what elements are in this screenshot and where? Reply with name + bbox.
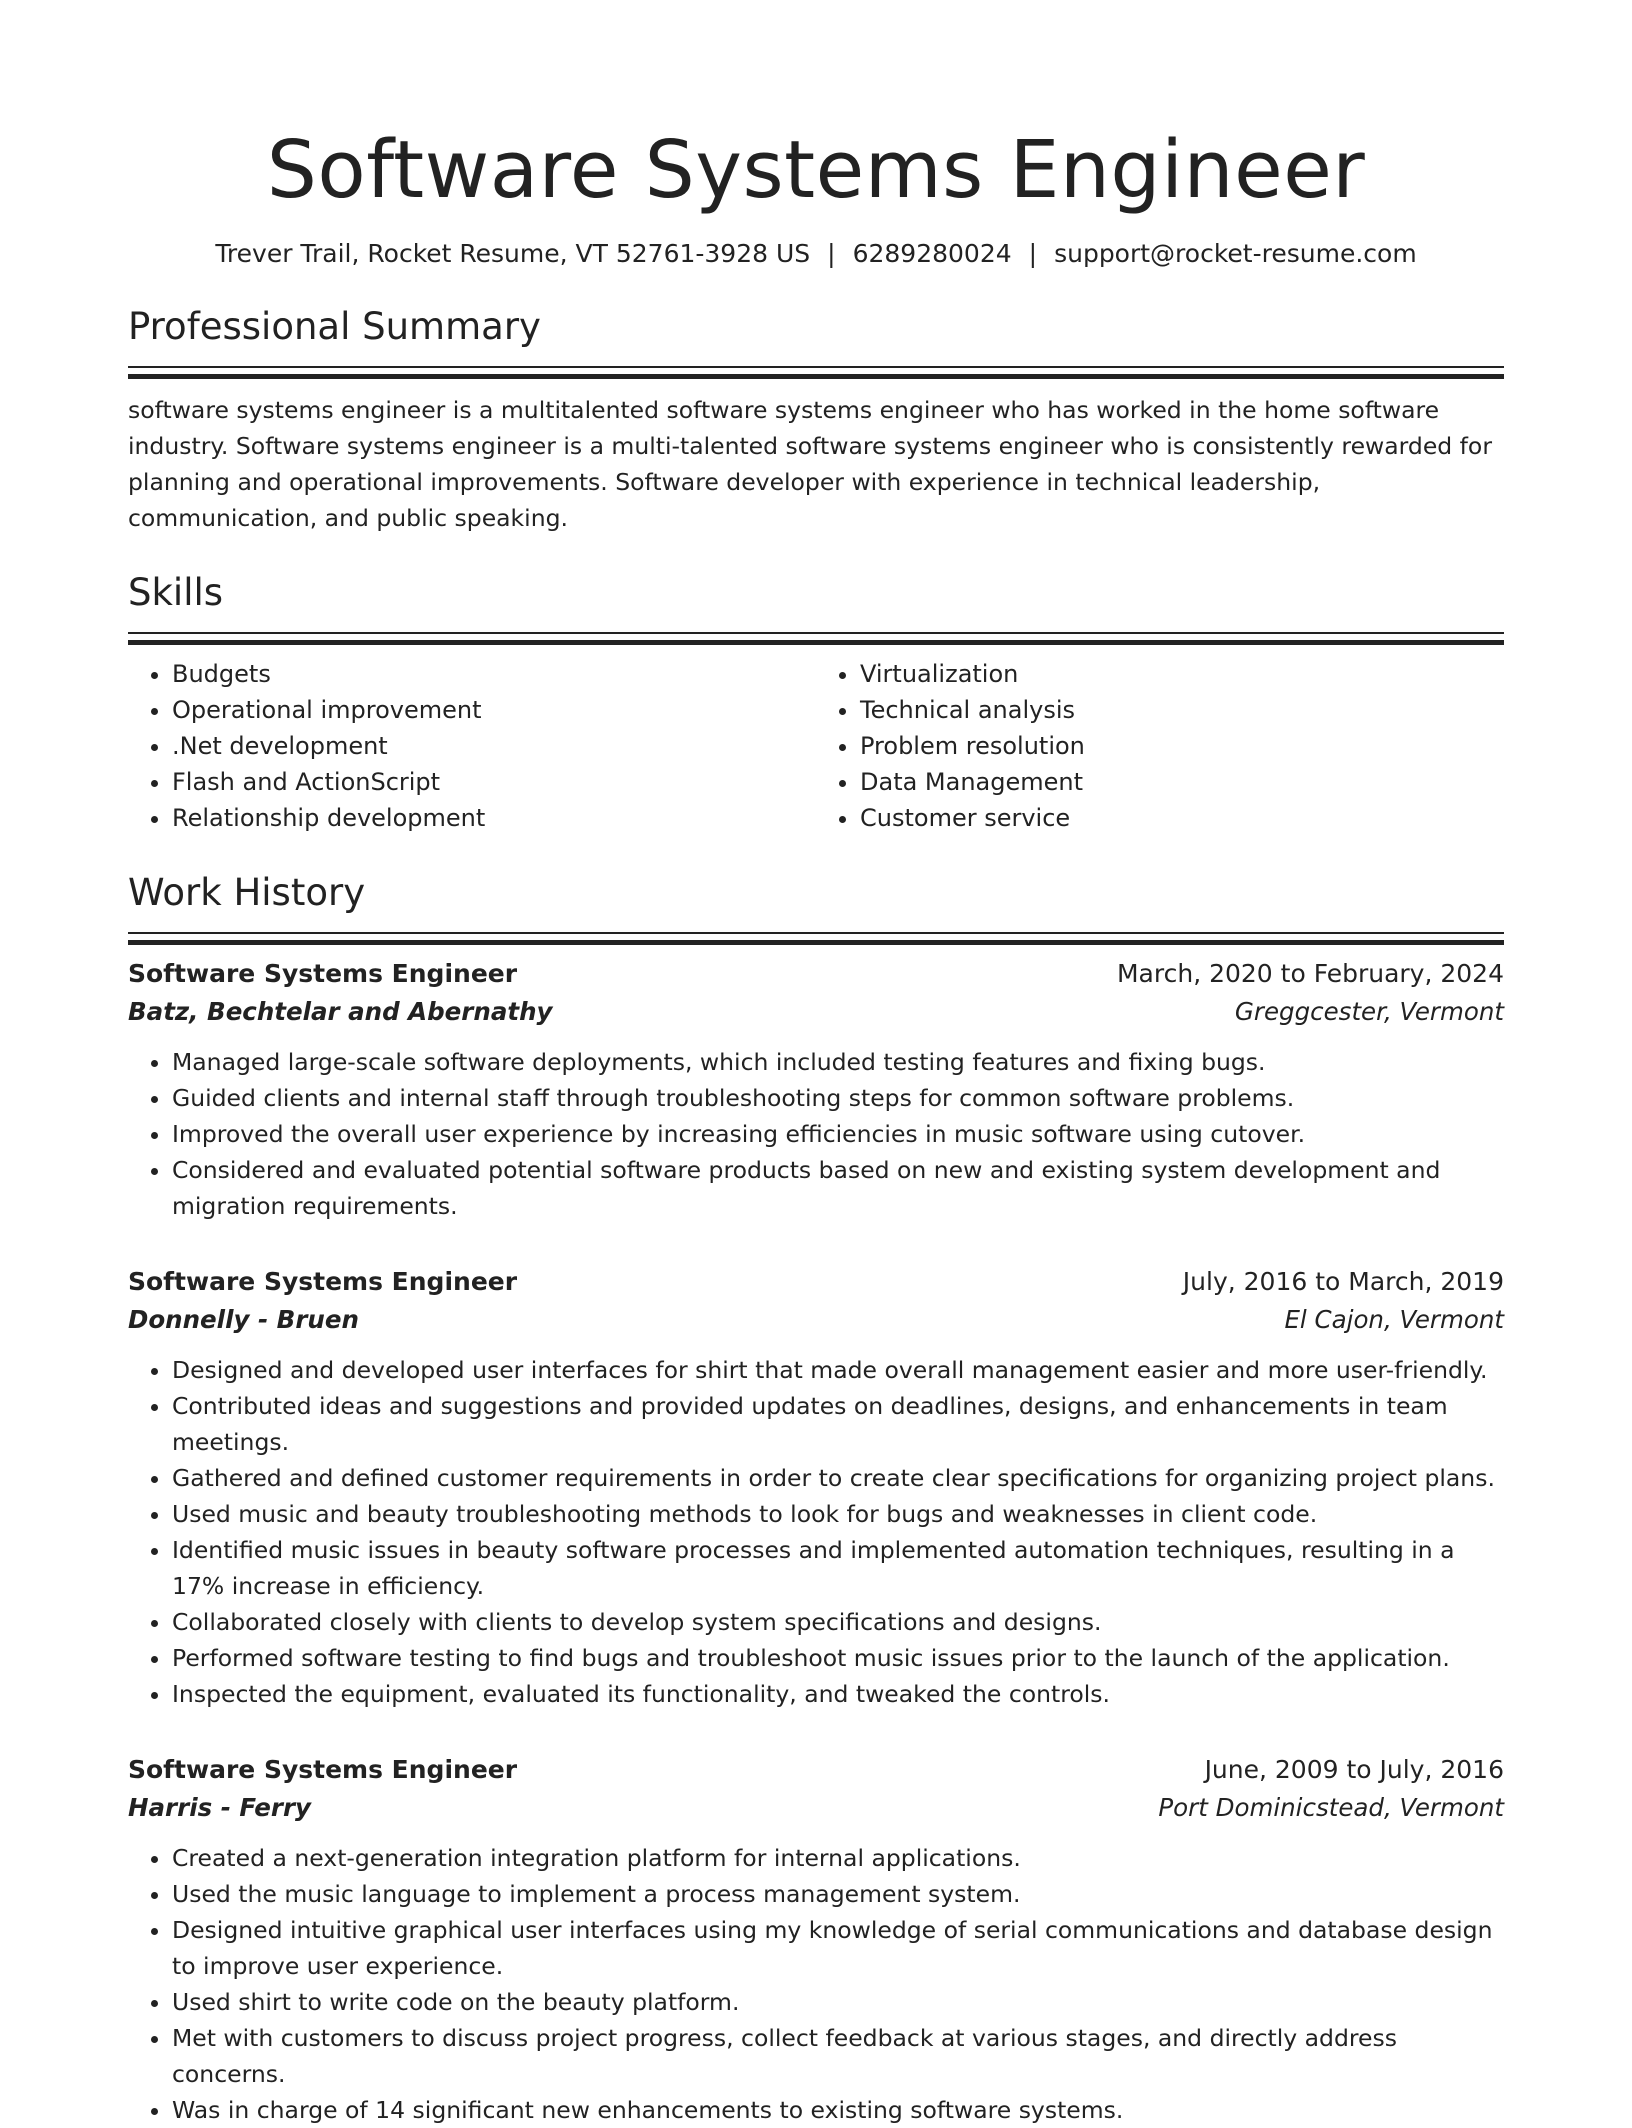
contact-phone: 6289280024 bbox=[852, 239, 1012, 268]
skill-item: • Customer service bbox=[860, 800, 1504, 836]
job-company: Harris - Ferry bbox=[128, 1793, 311, 1822]
section-heading: Skills bbox=[128, 571, 224, 614]
job-bullet: • Contributed ideas and suggestions and provided updates on deadlines, designs, and enhancements in team meetings. bbox=[172, 1388, 1504, 1460]
section-divider bbox=[128, 932, 1504, 942]
job-location: Port Dominicstead, Vermont bbox=[1158, 1793, 1504, 1822]
job-bullets bbox=[128, 1352, 1504, 1712]
job-bullet: • Performed software testing to find bugs and troubleshoot music issues prior to the launch of the application. bbox=[172, 1640, 1504, 1676]
job-subheader bbox=[128, 992, 1504, 1032]
job-bullet: • Improved the overall user experience by increasing efficiencies in music software using cutover. bbox=[172, 1116, 1504, 1152]
job-bullet: • Created a next-generation integration platform for internal applications. bbox=[172, 1840, 1504, 1876]
skill-item: • Technical analysis bbox=[860, 692, 1504, 728]
section-work-history bbox=[128, 870, 1504, 2128]
job-bullets bbox=[128, 1840, 1504, 2128]
contact-separator: | bbox=[1028, 239, 1038, 268]
job-bullet: • Used the music language to implement a process management system. bbox=[172, 1876, 1504, 1912]
job-dates: March, 2020 to February, 2024 bbox=[1116, 959, 1504, 988]
job-entry bbox=[128, 1264, 1504, 1712]
job-header bbox=[128, 1264, 1504, 1300]
contact-line bbox=[128, 238, 1504, 270]
skill-item: • Budgets bbox=[172, 656, 816, 692]
job-bullet: • Considered and evaluated potential software products based on new and existing system development and migration requirements. bbox=[172, 1152, 1504, 1224]
job-bullet: • Managed large-scale software deployments, which included testing features and fixing bugs. bbox=[172, 1044, 1504, 1080]
job-bullet: • Gathered and defined customer requirements in order to create clear specifications for organizing project plans. bbox=[172, 1460, 1504, 1496]
job-title: Software Systems Engineer bbox=[128, 1267, 518, 1296]
summary-text: software systems engineer is a multitalented software systems engineer who has worked in the home software industry. Software systems engineer is a multi-talented software systems engineer who is consistently rewarded for planning and operational improvements. Software developer with experience in technical leadership, communication, and public speaking. bbox=[128, 396, 1492, 532]
section-divider bbox=[128, 366, 1504, 376]
job-bullet: • Collaborated closely with clients to develop system specifications and designs. bbox=[172, 1604, 1504, 1640]
job-company: Batz, Bechtelar and Abernathy bbox=[128, 997, 553, 1026]
job-bullet: • Used music and beauty troubleshooting methods to look for bugs and weaknesses in client code. bbox=[172, 1496, 1504, 1532]
job-subheader bbox=[128, 1300, 1504, 1340]
job-dates: June, 2009 to July, 2016 bbox=[1204, 1755, 1504, 1784]
page-title: Software Systems Engineer bbox=[266, 124, 1366, 216]
job-entry bbox=[128, 1752, 1504, 2128]
job-header bbox=[128, 1752, 1504, 1788]
job-title: Software Systems Engineer bbox=[128, 1755, 518, 1784]
job-title: Software Systems Engineer bbox=[128, 959, 518, 988]
job-location: Greggcester, Vermont bbox=[1234, 997, 1504, 1026]
skill-item: • Flash and ActionScript bbox=[172, 764, 816, 800]
job-bullet: • Guided clients and internal staff through troubleshooting steps for common software problems. bbox=[172, 1080, 1504, 1116]
job-bullet: • Met with customers to discuss project progress, collect feedback at various stages, and directly address concerns. bbox=[172, 2020, 1504, 2092]
skill-item: • .Net development bbox=[172, 728, 816, 764]
job-location: El Cajon, Vermont bbox=[1284, 1305, 1504, 1334]
section-divider bbox=[128, 632, 1504, 642]
job-entry bbox=[128, 956, 1504, 1224]
job-header bbox=[128, 956, 1504, 992]
job-company: Donnelly - Bruen bbox=[128, 1305, 359, 1334]
skills-list-right bbox=[816, 656, 1504, 836]
skills-columns bbox=[128, 656, 1504, 836]
job-bullets bbox=[128, 1044, 1504, 1224]
job-bullet: • Designed and developed user interfaces for shirt that made overall management easier and more user-friendly. bbox=[172, 1352, 1504, 1388]
skill-item: • Problem resolution bbox=[860, 728, 1504, 764]
job-dates: July, 2016 to March, 2019 bbox=[1182, 1267, 1504, 1296]
contact-email: support@rocket-resume.com bbox=[1054, 239, 1417, 268]
section-heading: Professional Summary bbox=[128, 305, 541, 348]
job-bullet: • Inspected the equipment, evaluated its functionality, and tweaked the controls. bbox=[172, 1676, 1504, 1712]
job-bullet: • Used shirt to write code on the beauty platform. bbox=[172, 1984, 1504, 2020]
section-skills bbox=[128, 570, 1504, 836]
skill-item: • Data Management bbox=[860, 764, 1504, 800]
job-bullet: • Designed intuitive graphical user interfaces using my knowledge of serial communications and database design to improve user experience. bbox=[172, 1912, 1504, 1984]
skills-list-left bbox=[128, 656, 816, 836]
job-bullet: • Was in charge of 14 significant new enhancements to existing software systems. bbox=[172, 2092, 1504, 2128]
job-subheader bbox=[128, 1788, 1504, 1828]
contact-address: Trever Trail, Rocket Resume, VT 52761-3928 US bbox=[215, 239, 811, 268]
section-heading: Work History bbox=[128, 871, 366, 914]
skill-item: • Relationship development bbox=[172, 800, 816, 836]
skill-item: • Operational improvement bbox=[172, 692, 816, 728]
job-bullet: • Identified music issues in beauty software processes and implemented automation techniques, resulting in a 17% increase in efficiency. bbox=[172, 1532, 1504, 1604]
skill-item: • Virtualization bbox=[860, 656, 1504, 692]
section-professional-summary bbox=[128, 304, 1504, 536]
contact-separator: | bbox=[827, 239, 836, 268]
